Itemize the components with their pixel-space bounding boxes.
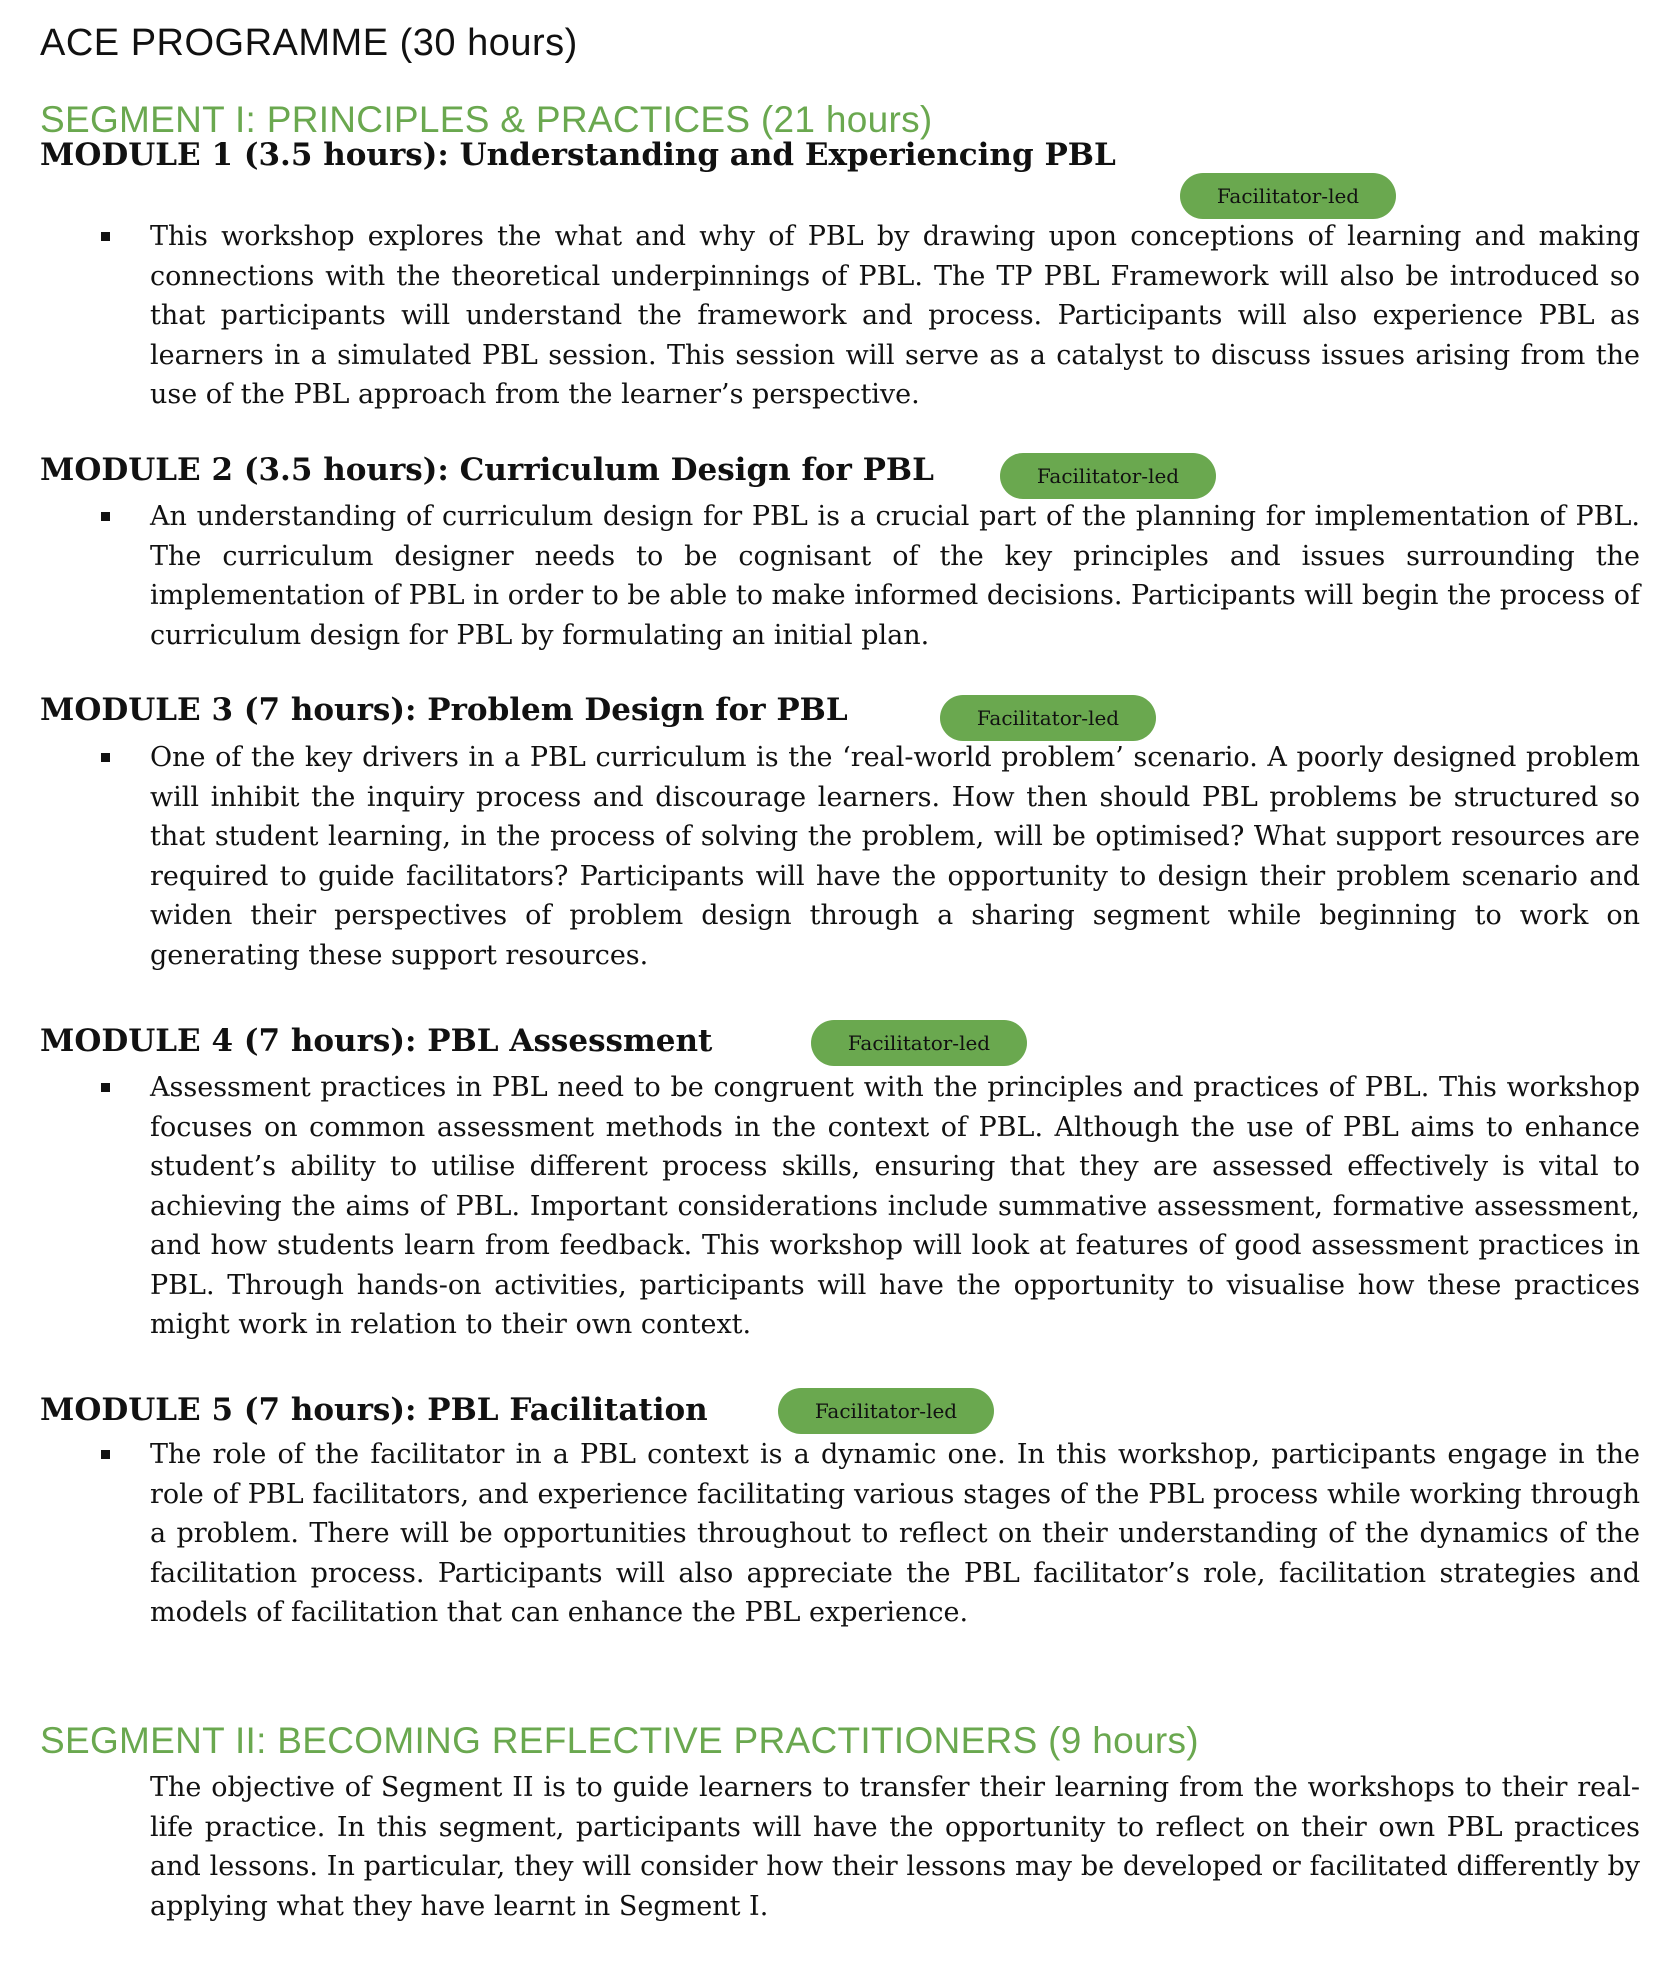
module-3-heading: MODULE 3 (7 hours): Problem Design for PBL bbox=[40, 692, 848, 728]
document-title: ACE PROGRAMME (30 hours) bbox=[40, 22, 578, 64]
module-4-heading: MODULE 4 (7 hours): PBL Assessment bbox=[40, 1023, 713, 1059]
module-5-facilitator-led-badge: Facilitator-led bbox=[778, 1388, 994, 1434]
module-5-heading: MODULE 5 (7 hours): PBL Facilitation bbox=[40, 1392, 708, 1428]
segment-1-heading: SEGMENT I: PRINCIPLES & PRACTICES (21 hours) bbox=[40, 99, 933, 140]
module-1-description: This workshop explores the what and why of PBL by drawing upon conceptions of learning and making connections with the theoretical underpinnings of PBL. The TP PBL Framework will also be introduced so that participants will understand the framework and process. Participants will also experience PBL as learners in a simulated PBL session. This session will serve as a catalyst to discuss issues arising from the use of the PBL approach from the learner’s perspective. bbox=[150, 221, 1640, 410]
module-1-bullet-icon bbox=[101, 232, 110, 241]
module-5-description: The role of the facilitator in a PBL context is a dynamic one. In this workshop, participants engage in the role of PBL facilitators, and experience facilitating various stages of the PBL process while working through a problem. There will be opportunities throughout to reflect on their understanding of the dynamics of the facilitation process. Participants will also appreciate the PBL facilitator’s role, facilitation strategies and models of facilitation that can enhance the PBL experience. bbox=[150, 1439, 1640, 1628]
module-2-heading: MODULE 2 (3.5 hours): Curriculum Design for PBL bbox=[40, 452, 934, 488]
module-4-bullet-icon bbox=[101, 1083, 110, 1092]
module-3-facilitator-led-badge: Facilitator-led bbox=[940, 695, 1156, 741]
module-1-heading: MODULE 1 (3.5 hours): Understanding and Experiencing PBL bbox=[40, 137, 1116, 173]
segment-2-heading: SEGMENT II: BECOMING REFLECTIVE PRACTITIONERS (9 hours) bbox=[40, 1720, 1199, 1761]
segment-2-description: The objective of Segment II is to guide learners to transfer their learning from the workshops to their real-life practice. In this segment, participants will have the opportunity to reflect on their own PBL practices and lessons. In particular, they will consider how their lessons may be developed or facilitated differently by applying what they have learnt in Segment I. bbox=[150, 1772, 1640, 1922]
module-3-description: One of the key drivers in a PBL curriculum is the ‘real-world problem’ scenario. A poorly designed problem will inhibit the inquiry process and discourage learners. How then should PBL problems be structured so that student learning, in the process of solving the problem, will be optimised? What support resources are required to guide facilitators? Participants will have the opportunity to design their problem scenario and widen their perspectives of problem design through a sharing segment while beginning to work on generating these support resources. bbox=[150, 742, 1640, 971]
module-5-bullet-icon bbox=[101, 1450, 110, 1459]
module-1-facilitator-led-badge: Facilitator-led bbox=[1180, 173, 1396, 219]
module-3-bullet-icon bbox=[101, 753, 110, 762]
module-2-bullet-icon bbox=[101, 512, 110, 521]
module-4-facilitator-led-badge: Facilitator-led bbox=[811, 1020, 1027, 1066]
module-4-description: Assessment practices in PBL need to be congruent with the principles and practices of PBL. This workshop focuses on common assessment methods in the context of PBL. Although the use of PBL aims to enhance student’s ability to utilise different process skills, ensuring that they are assessed effectively is vital to achieving the aims of PBL. Important considerations include summative assessment, formative assessment, and how students learn from feedback. This workshop will look at features of good assessment practices in PBL. Through hands-on activities, participants will have the opportunity to visualise how these practices might work in relation to their own context. bbox=[150, 1072, 1640, 1340]
module-2-description: An understanding of curriculum design for PBL is a crucial part of the planning for implementation of PBL. The curriculum designer needs to be cognisant of the key principles and issues surrounding the implementation of PBL in order to be able to make informed decisions. Participants will begin the process of curriculum design for PBL by formulating an initial plan. bbox=[150, 501, 1640, 651]
module-2-facilitator-led-badge: Facilitator-led bbox=[1000, 453, 1216, 499]
